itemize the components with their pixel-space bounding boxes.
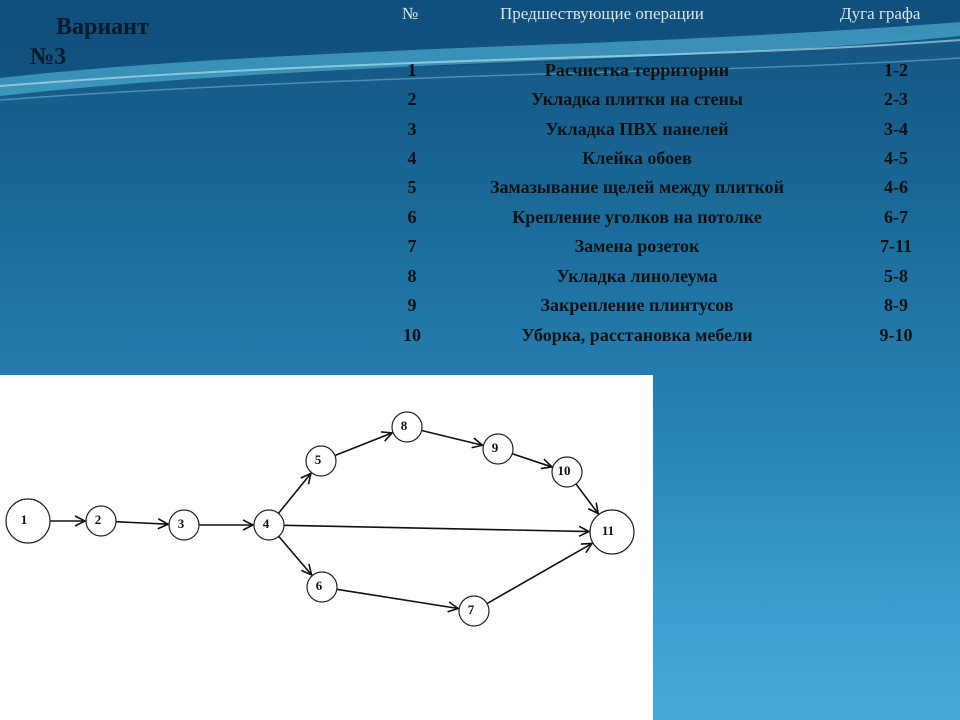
graph-node-label: 2 bbox=[94, 511, 102, 527]
graph-node-9 bbox=[483, 434, 513, 464]
row-operation: Закрепление плинтусов bbox=[540, 295, 734, 315]
row-operation: Клейка обоев bbox=[582, 148, 692, 168]
graph-edge-10-11 bbox=[576, 484, 598, 514]
row-arc: 6-7 bbox=[884, 207, 908, 227]
row-arc: 3-4 bbox=[884, 119, 908, 139]
table-row bbox=[0, 177, 960, 205]
graph-edge-4-5 bbox=[278, 473, 310, 513]
graph-node-4 bbox=[254, 510, 284, 540]
graph-node-5 bbox=[306, 446, 336, 476]
row-operation: Замазывание щелей между плиткой bbox=[489, 177, 785, 197]
row-number: 3 bbox=[407, 119, 417, 139]
graph-node-label: 5 bbox=[314, 451, 322, 467]
row-operation: Укладка линолеума bbox=[556, 266, 718, 286]
row-operation: Укладка ПВХ панелей bbox=[545, 119, 729, 139]
table-row bbox=[0, 207, 960, 235]
table-row bbox=[0, 60, 960, 88]
header-number: № bbox=[402, 4, 419, 23]
graph-node-label: 7 bbox=[467, 601, 475, 617]
table-row bbox=[0, 148, 960, 176]
header-operations: Предшествующие операции bbox=[500, 4, 704, 23]
row-arc: 8-9 bbox=[884, 295, 908, 315]
graph-node-11 bbox=[590, 510, 634, 554]
graph-edge-5-8 bbox=[335, 433, 392, 456]
graph-edge-4-11 bbox=[284, 525, 589, 531]
table-row bbox=[0, 295, 960, 323]
graph-edge-4-6 bbox=[279, 536, 312, 574]
graph-node-label: 11 bbox=[601, 522, 615, 538]
table-row bbox=[0, 266, 960, 294]
graph-edge-7-11 bbox=[487, 543, 592, 603]
row-operation: Замена розеток bbox=[574, 236, 700, 256]
row-number: 10 bbox=[403, 325, 421, 345]
graph-node-label: 3 bbox=[177, 515, 185, 531]
graph-node-circle bbox=[6, 499, 50, 543]
graph-node-label: 8 bbox=[400, 417, 408, 433]
row-operation: Укладка плитки на стены bbox=[531, 89, 743, 109]
graph-node-label: 1 bbox=[20, 511, 28, 527]
graph-node-10 bbox=[552, 457, 582, 487]
row-number: 8 bbox=[407, 266, 417, 286]
graph-node-label: 10 bbox=[557, 462, 571, 478]
row-number: 5 bbox=[407, 177, 417, 197]
row-arc: 9-10 bbox=[879, 325, 913, 345]
network-graph bbox=[0, 375, 653, 720]
row-arc: 7-11 bbox=[879, 236, 912, 256]
graph-edge-6-7 bbox=[337, 589, 458, 608]
row-number: 1 bbox=[407, 60, 417, 80]
row-arc: 4-6 bbox=[884, 177, 908, 197]
row-number: 7 bbox=[407, 236, 417, 256]
graph-node-3 bbox=[169, 510, 199, 540]
row-number: 6 bbox=[407, 207, 417, 227]
graph-node-label: 4 bbox=[262, 515, 270, 531]
title-line-1: Вариант bbox=[56, 14, 149, 40]
table-row bbox=[0, 89, 960, 117]
graph-node-2 bbox=[86, 506, 116, 536]
graph-node-6 bbox=[307, 572, 337, 602]
graph-edge-9-10 bbox=[512, 454, 552, 467]
table-row bbox=[0, 119, 960, 147]
graph-node-label: 6 bbox=[315, 577, 323, 593]
row-arc: 1-2 bbox=[884, 60, 908, 80]
title-line-2: №3 bbox=[30, 44, 67, 70]
graph-node-7 bbox=[459, 596, 489, 626]
row-operation: Крепление уголков на потолке bbox=[512, 207, 762, 227]
row-arc: 2-3 bbox=[884, 89, 908, 109]
row-number: 9 bbox=[407, 295, 417, 315]
row-number: 2 bbox=[407, 89, 417, 109]
row-number: 4 bbox=[407, 148, 417, 168]
header-arc: Дуга графа bbox=[840, 4, 921, 23]
graph-node-label: 9 bbox=[491, 439, 499, 455]
row-arc: 4-5 bbox=[884, 148, 908, 168]
row-operation: Расчистка территории bbox=[544, 60, 730, 80]
graph-edge-8-9 bbox=[422, 431, 483, 446]
graph-node-8 bbox=[392, 412, 422, 442]
graph-node-1 bbox=[6, 499, 50, 543]
table-row bbox=[0, 236, 960, 264]
graph-edge-2-3 bbox=[116, 522, 168, 525]
network-graph-panel bbox=[0, 375, 653, 720]
row-arc: 5-8 bbox=[884, 266, 908, 286]
table-row bbox=[0, 325, 960, 353]
row-operation: Уборка, расстановка мебели bbox=[521, 325, 753, 345]
